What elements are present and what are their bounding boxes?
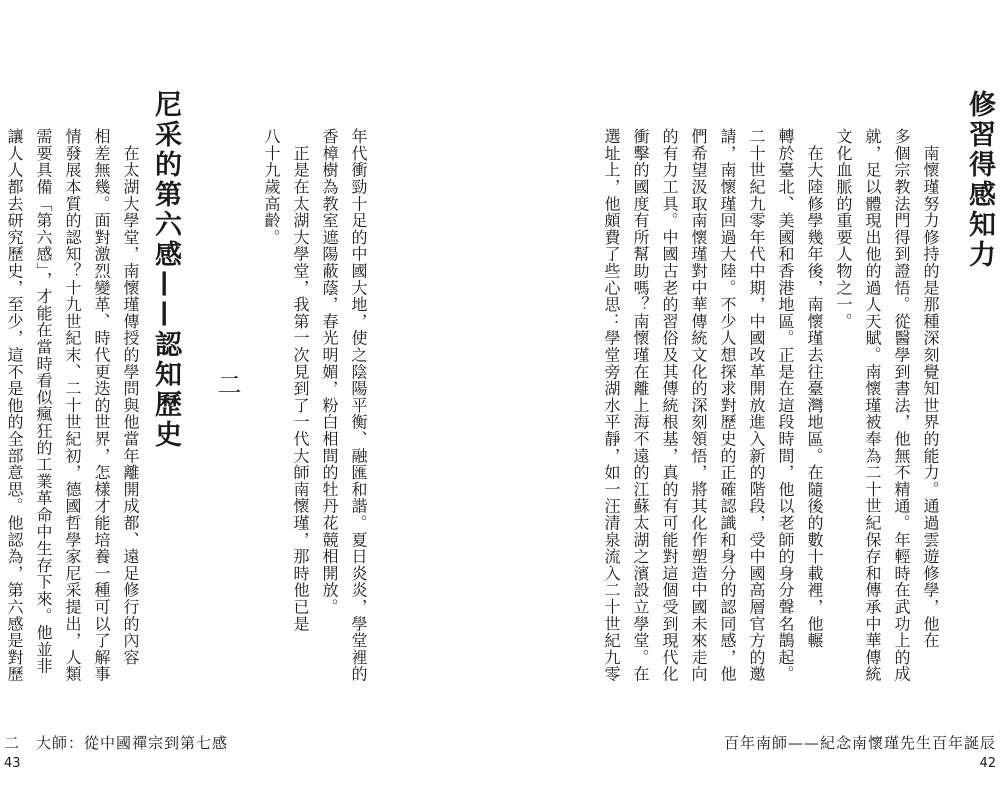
text-column: 讓人人都去研究歷史，至少，這不是他的全部意思。他認為，第六感是對歷 [5, 128, 24, 683]
text-column: 情發展本質的認知？十九世紀末、二十世紀初，德國哲學家尼采提出，人類 [63, 128, 82, 683]
text-column: 香樟樹為教室遮陽蔽蔭，春光明媚，粉白相間的牡丹花競相開放。 [320, 128, 339, 616]
text-column: 就，足以體現出他的過人天賦。南懷瑾被奉為二十世紀保存和傳承中華傳統 [863, 128, 882, 683]
right-page-paragraph-2 [597, 128, 829, 682]
left-page [0, 0, 495, 800]
text-column: 選址上，他頗費了些心思：學堂旁湖水平靜，如一汪清泉流入二十世紀九零 [602, 128, 621, 683]
right-page-running-footer: 百年南師——紀念南懷瑾先生百年誕辰 [723, 734, 996, 752]
left-page-paragraph-3 [257, 128, 315, 632]
text-column: 年代衝勁十足的中國大地，使之陰陽平衡、融匯和諧。夏日炎炎，學堂裡的 [349, 128, 368, 683]
text-column: 在太湖大學堂，南懷瑾傳授的學問與他當年離開成都、遠足修行的內容 [121, 128, 140, 666]
section-heading: 尼采的第六感——認知歷史 [150, 90, 181, 450]
text-column: 南懷瑾努力修持的是那種深刻覺知世界的能力。通過雲遊修學，他在 [921, 128, 940, 649]
text-column: 八十九歲高齡。 [262, 128, 281, 246]
section-number: 二 [213, 372, 241, 396]
text-column: 在大陸修學幾年後，南懷瑾去往臺灣地區。在隨後的數十載裡，他輾 [805, 128, 824, 649]
text-column: 轉於臺北、美國和香港地區。正是在這段時間，他以老師的身分聲名鵲起。 [776, 128, 795, 683]
text-column: 文化血脈的重要人物之一。 [834, 128, 853, 330]
left-page-paragraph-4 [0, 128, 145, 682]
text-column: 的有力工具。中國古老的習俗及其傳統根基，真的有可能對這個受到現代化 [660, 128, 679, 683]
left-page-number: 43 [4, 756, 21, 771]
text-column: 相差無幾。面對激烈變革、時代更迭的世界，怎樣才能培養一種可以了解事 [92, 128, 111, 683]
right-page-paragraph-1 [829, 128, 945, 682]
text-column: 需要具備「第六感」，才能在當時看似瘋狂的工業革命中生存下來。他並非 [34, 128, 53, 675]
text-column: 正是在太湖大學堂，我第一次見到了一代大師南懷瑾，那時他已是 [291, 128, 310, 632]
right-page [505, 0, 1000, 800]
text-column: 二十世紀九零年代中期，中國改革開放進入新的階段，受中國高層官方的邀 [747, 128, 766, 683]
left-page-running-footer: 二 大師：從中國禪宗到第七感 [4, 734, 229, 752]
right-page-heading: 修習得感知力 [964, 90, 995, 270]
text-column: 請，南懷瑾回過大陸。不少人想探求對歷史的正確認識和身分的認同感，他 [718, 128, 737, 683]
text-column: 衝擊的國度有所幫助嗎？南懷瑾在離上海不遠的江蘇太湖之濱設立學堂。在 [631, 128, 650, 683]
right-page-number: 42 [979, 756, 996, 771]
left-page-paragraph-continued [315, 128, 373, 682]
text-column: 們希望汲取南懷瑾對中華傳統文化的深刻領悟，將其化作塑造中國未來走向 [689, 128, 708, 683]
text-column: 多個宗教法門得到證悟。從醫學到書法，他無不精通。年輕時在武功上的成 [892, 128, 911, 683]
